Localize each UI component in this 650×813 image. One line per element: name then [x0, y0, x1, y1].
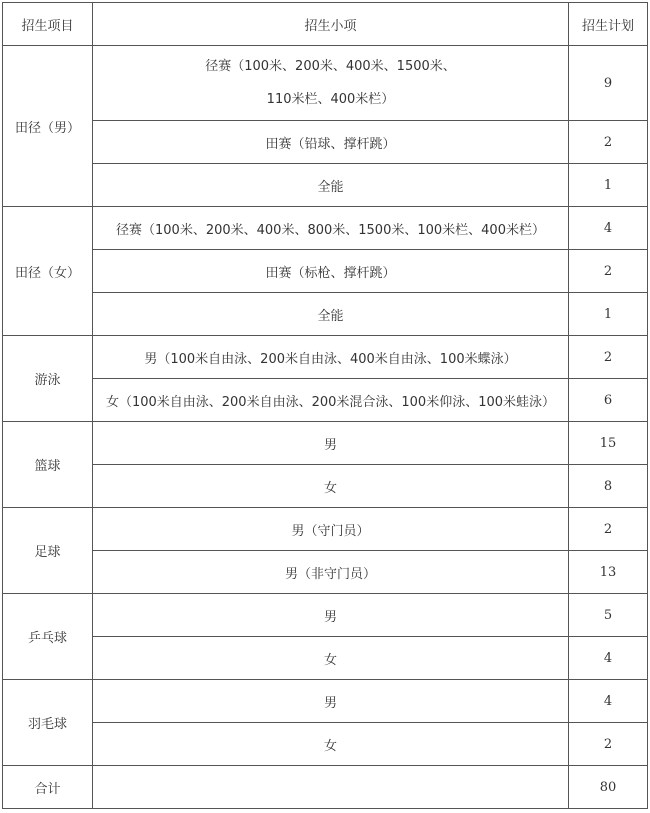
- table-row: [3, 551, 648, 594]
- project-name: 田径（男）: [3, 46, 93, 207]
- total-label: 合计: [3, 766, 93, 809]
- plan-count: 6: [569, 379, 648, 422]
- table-row: [3, 680, 648, 723]
- table-row: [3, 336, 648, 379]
- subitem-cell: 男: [93, 594, 569, 637]
- plan-count: 2: [569, 121, 648, 164]
- subitem-line: 径赛（100米、200米、400米、1500米、: [205, 59, 456, 74]
- enrollment-plan-table: [2, 2, 648, 809]
- total-plan-count: 80: [569, 766, 648, 809]
- subitem-cell: 全能: [93, 293, 569, 336]
- table-row: [3, 293, 648, 336]
- plan-count: 2: [569, 723, 648, 766]
- subitem-cell: 男（100米自由泳、200米自由泳、400米自由泳、100米蝶泳）: [93, 336, 569, 379]
- table-row: [3, 594, 648, 637]
- total-subitem: [93, 766, 569, 809]
- subitem-cell: 男（非守门员）: [93, 551, 569, 594]
- project-name: 篮球: [3, 422, 93, 508]
- table-row: [3, 422, 648, 465]
- plan-count: 2: [569, 250, 648, 293]
- plan-count: 13: [569, 551, 648, 594]
- header-project: 招生项目: [3, 3, 93, 46]
- plan-count: 1: [569, 164, 648, 207]
- plan-count: 9: [569, 46, 648, 121]
- header-plan: 招生计划: [569, 3, 648, 46]
- table-row: [3, 465, 648, 508]
- table-row: [3, 723, 648, 766]
- subitem-cell: 女: [93, 723, 569, 766]
- subitem-cell: 男（守门员）: [93, 508, 569, 551]
- subitem-cell: [93, 46, 569, 121]
- project-name: 乒乓球: [3, 594, 93, 680]
- table-row: [3, 508, 648, 551]
- plan-count: 5: [569, 594, 648, 637]
- subitem-cell: 径赛（100米、200米、400米、800米、1500米、100米栏、400米栏）: [93, 207, 569, 250]
- table-row: [3, 121, 648, 164]
- plan-count: 4: [569, 207, 648, 250]
- project-name: 游泳: [3, 336, 93, 422]
- subitem-cell: 男: [93, 422, 569, 465]
- subitem-cell: 男: [93, 680, 569, 723]
- plan-count: 4: [569, 637, 648, 680]
- header-row: [3, 3, 648, 46]
- total-row: [3, 766, 648, 809]
- subitem-cell: 女（100米自由泳、200米自由泳、200米混合泳、100米仰泳、100米蛙泳）: [93, 379, 569, 422]
- plan-count: 2: [569, 508, 648, 551]
- subitem-line: 110米栏、400米栏）: [266, 92, 395, 107]
- plan-count: 1: [569, 293, 648, 336]
- subitem-cell: 田赛（铅球、撑杆跳）: [93, 121, 569, 164]
- subitem-cell: 田赛（标枪、撑杆跳）: [93, 250, 569, 293]
- project-name: 羽毛球: [3, 680, 93, 766]
- plan-count: 2: [569, 336, 648, 379]
- plan-count: 8: [569, 465, 648, 508]
- table-row: [3, 250, 648, 293]
- table-row: [3, 637, 648, 680]
- table-row: [3, 164, 648, 207]
- plan-count: 15: [569, 422, 648, 465]
- table-row: [3, 46, 648, 121]
- header-subitem: 招生小项: [93, 3, 569, 46]
- table-row: [3, 207, 648, 250]
- project-name: 足球: [3, 508, 93, 594]
- project-name: 田径（女）: [3, 207, 93, 336]
- subitem-cell: 女: [93, 637, 569, 680]
- plan-count: 4: [569, 680, 648, 723]
- table-row: [3, 379, 648, 422]
- subitem-cell: 全能: [93, 164, 569, 207]
- subitem-cell: 女: [93, 465, 569, 508]
